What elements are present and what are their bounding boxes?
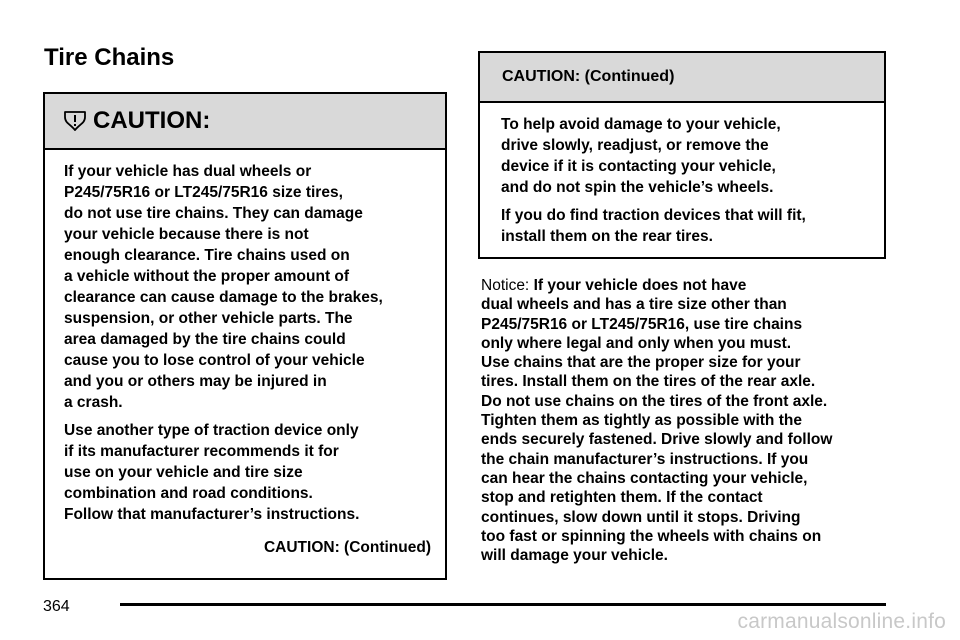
caution-paragraph: To help avoid damage to your vehicle, drive slowly, readjust, or remove the device if it is contacting your vehicle, and do not spin the vehicle’s wheels. [501, 116, 781, 196]
page-number: 364 [43, 598, 70, 615]
caution-box [43, 92, 447, 580]
caution-continued-heading: CAUTION: (Continued) [502, 68, 675, 85]
caution-heading: CAUTION: [93, 107, 211, 134]
caution-paragraph: Use another type of traction device only if its manufacturer recommends it for use on your vehicle and tire size combination and road conditions. Follow that manufacturer’s instructions. [64, 422, 360, 523]
notice-paragraph [481, 276, 901, 565]
warning-icon [63, 109, 87, 133]
caution-body [45, 150, 445, 558]
caution-continued-header [480, 53, 884, 103]
caution-paragraph: If you do find traction devices that will fit, install them on the rear tires. [501, 207, 806, 245]
notice-label: Notice: [481, 277, 530, 294]
caution-continued-box [478, 51, 886, 259]
footer-rule [120, 603, 886, 606]
caution-continued-body [480, 103, 884, 247]
watermark: carmanualsonline.info [737, 610, 946, 633]
caution-header [45, 94, 445, 150]
caution-continued-note: CAUTION: (Continued) [263, 539, 431, 556]
page-title: Tire Chains [44, 44, 175, 71]
caution-paragraph: If your vehicle has dual wheels or P245/75R16 or LT245/75R16 size tires, do not use tire chains. They can damage your vehicle because there is not enough clearance. Tire chains used on a vehicle without the proper amount of clearance can cause damage to the brakes, suspension, or other vehicle parts. The area damaged by the tire chains could cause you to lose control of your vehicle and you or others may be injured in a crash. [64, 163, 383, 411]
notice-text: If your vehicle does not have dual wheels and has a tire size other than P245/75R16 or LT245/75R16, use tire chains only where legal and only when you must. Use chains that are the proper size for your tires. Install them on the tires of the rear axle. Do not use chains on the tires of the front axle. Tighten them as tightly as possible with the ends securely fastened. Drive slowly and follow the chain manufacturer’s instructions. If you can hear the chains contacting your vehicle, stop and retighten them. If the contact continues, slow down until it stops. Driving too fast or spinning the wheels with chains on will damage your vehicle. [481, 277, 833, 565]
